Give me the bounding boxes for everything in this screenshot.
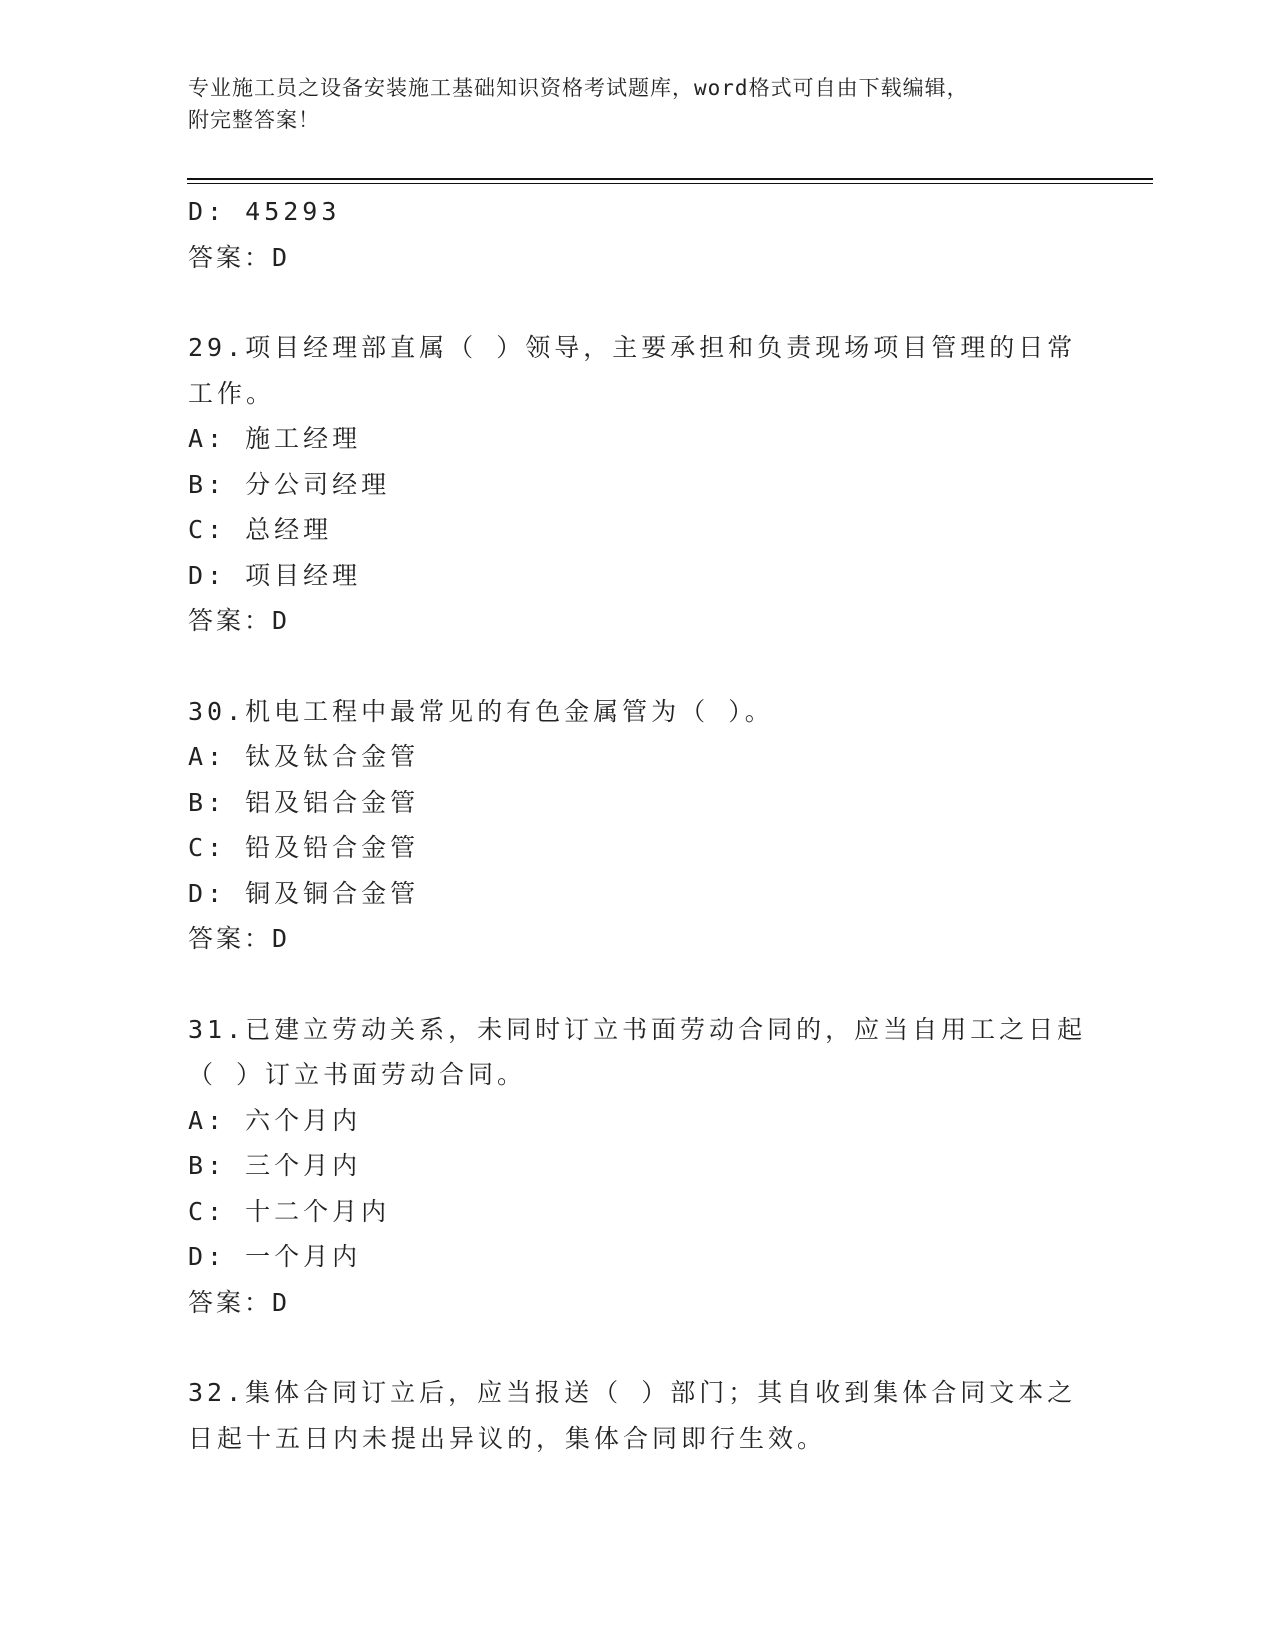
question-list <box>188 189 1088 1461</box>
question-stem-line: 30.机电工程中最常见的有色金属管为（ ）。 <box>188 696 774 726</box>
option-b: B: 分公司经理 <box>188 469 391 499</box>
header-divider-thick <box>187 178 1153 180</box>
answer-line: 答案：D <box>188 924 291 953</box>
question-32 <box>188 1370 1088 1461</box>
question-30 <box>188 689 1088 962</box>
option-b: B: 铝及铝合金管 <box>188 787 420 817</box>
answer-line: 答案：D <box>188 1287 291 1317</box>
header-title-line-2: 附完整答案！ <box>188 108 320 132</box>
header-title-line-1: 专业施工员之设备安装施工基础知识资格考试题库，word格式可自由下载编辑， <box>188 76 969 100</box>
header-divider-thin <box>187 183 1153 184</box>
question-stem-line: 32.集体合同订立后，应当报送（ ）部门；其自收到集体合同文本之 <box>188 1378 1077 1407</box>
question-29 <box>188 325 1088 644</box>
spacer <box>188 644 1088 689</box>
option-d: D: 项目经理 <box>188 560 362 590</box>
option-c: C: 十二个月内 <box>188 1196 391 1226</box>
question-stem-line: （ ）订立书面劳动合同。 <box>188 1060 527 1089</box>
option-a: A: 六个月内 <box>188 1105 362 1135</box>
question-stem-line: 29.项目经理部直属（ ）领导，主要承担和负责现场项目管理的日常 <box>188 333 1077 362</box>
option-d: D: 45293 <box>188 197 341 226</box>
answer-line: 答案：D <box>188 242 291 272</box>
spacer <box>188 1325 1088 1370</box>
spacer <box>188 962 1088 1007</box>
option-c: C: 总经理 <box>188 515 333 544</box>
question-28-tail <box>188 189 1088 280</box>
question-stem-line: 31.已建立劳动关系，未同时订立书面劳动合同的，应当自用工之日起 <box>188 1014 1087 1044</box>
option-d: D: 一个月内 <box>188 1242 362 1271</box>
option-c: C: 铅及铅合金管 <box>188 833 420 862</box>
spacer <box>188 280 1088 325</box>
question-stem-line: 日起十五日内未提出异议的，集体合同即行生效。 <box>188 1423 827 1453</box>
option-d: D: 铜及铜合金管 <box>188 878 420 908</box>
question-31 <box>188 1007 1088 1326</box>
question-stem-line: 工作。 <box>188 378 276 408</box>
option-b: B: 三个月内 <box>188 1151 362 1180</box>
answer-line: 答案：D <box>188 606 291 635</box>
option-a: A: 施工经理 <box>188 424 362 453</box>
option-a: A: 钛及钛合金管 <box>188 742 420 771</box>
document-header <box>188 72 1088 136</box>
